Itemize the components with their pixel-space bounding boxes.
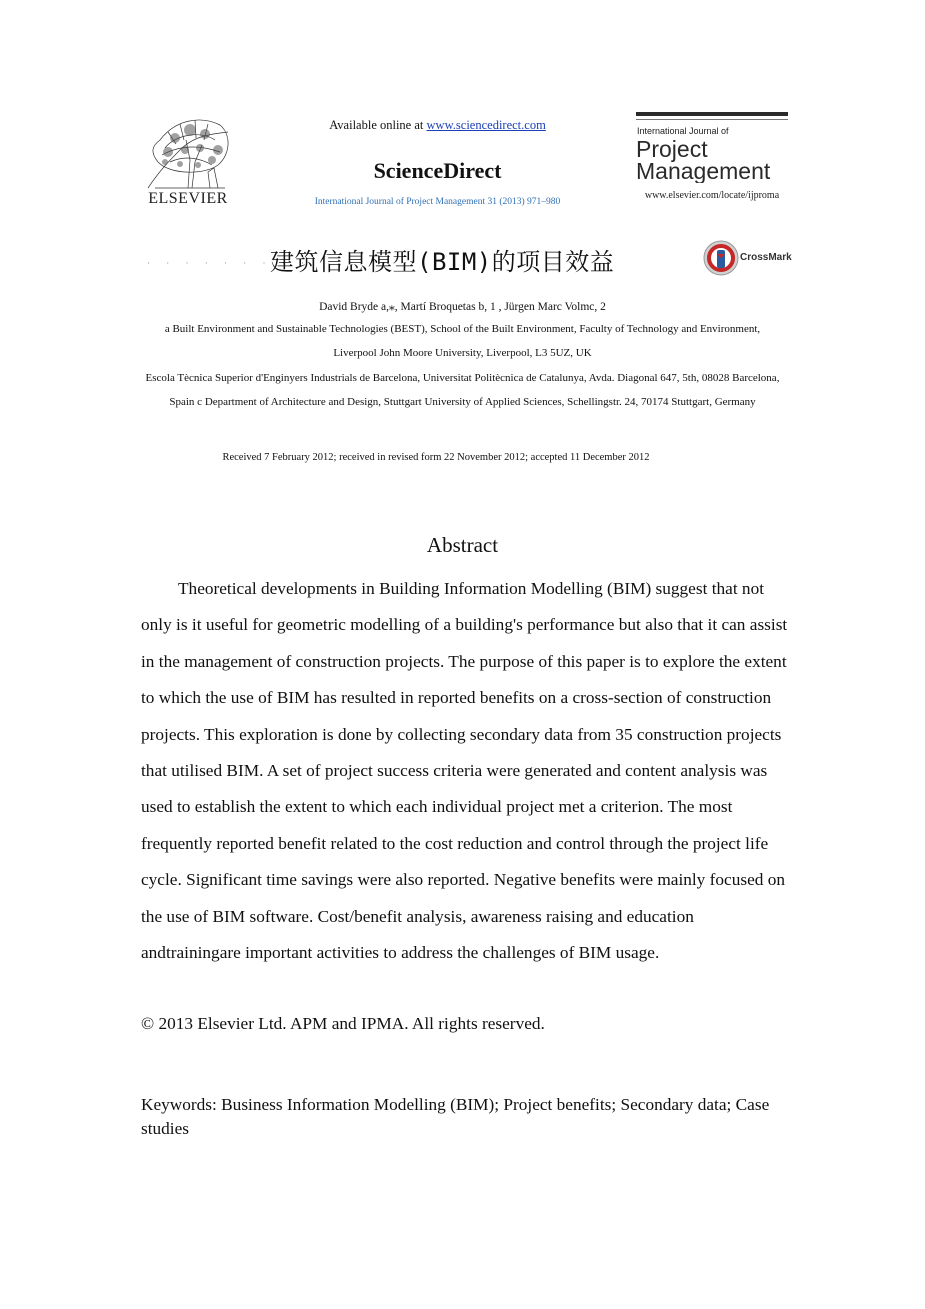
- journal-url: www.elsevier.com/locate/ijproma: [644, 190, 780, 201]
- keywords: Keywords: Business Information Modelling (BIM); Project benefits; Secondary data; Case studies: [141, 1095, 770, 1138]
- available-prefix: Available online at: [329, 118, 427, 132]
- abstract-paragraph: Theoretical developments in Building Information Modelling (BIM) suggest that not only is it useful for geometric modelling of a building's performance but also that it can assist in the management of construction projects. The purpose of this paper is to explore the extent to which the use of BIM has resulted in reported benefits on a cross-section of construction projects. This exploration is done by collecting secondary data from 35 construction projects that utilised BIM. A set of project success criteria were generated and content analysis was used to establish the extent to which each individual project met a criterion. The most frequently reported benefit related to the cost reduction and control through the project life cycle. Significant time savings were also reported. Negative benefits were mainly focused on the use of BIM software. Cost/benefit analysis, awareness raising and education andtrainingare important activities to address the challenges of BIM usage.: [141, 579, 788, 963]
- crossmark-icon[interactable]: [703, 240, 739, 276]
- affiliation-line: Spain c Department of Architecture and Design, Stuttgart University of Applied Sciences, Schellingstr. 24, 70174 Stuttgart, Germany: [169, 396, 756, 408]
- affiliation-line: Liverpool John Moore University, Liverpool, L3 5UZ, UK: [333, 347, 592, 359]
- available-online: [280, 118, 595, 133]
- service-name: ScienceDirect: [373, 158, 502, 183]
- title-leader-dots: · · · · · · · · ·: [147, 258, 311, 268]
- affiliation-line: a Built Environment and Sustainable Technologies (BEST), School of the Built Environment, Faculty of Technology and Environment,: [164, 323, 761, 335]
- journal-logo-line1: Project: [636, 138, 708, 162]
- paper-title: 建筑信息模型(BIM)的项目效益: [270, 248, 615, 276]
- journal-logo: [636, 138, 790, 183]
- copyright: © 2013 Elsevier Ltd. APM and IPMA. All rights reserved.: [141, 1014, 545, 1033]
- abstract-heading: Abstract: [426, 533, 499, 557]
- crossmark-label: CrossMark: [740, 252, 792, 263]
- journal-logo-rule: [636, 119, 788, 120]
- affiliation-line: Escola Tècnica Superior d'Enginyers Industrials de Barcelona, Universitat Politècnica de Catalunya, Avda. Diagonal 647, 5th, 08028 Barcelona,: [145, 372, 780, 384]
- publisher-name: ELSEVIER: [148, 190, 228, 207]
- sciencedirect-link[interactable]: www.sciencedirect.com: [426, 118, 546, 132]
- abstract-body: [141, 571, 791, 971]
- journal-logo-line2: Management: [636, 158, 771, 183]
- journal-logo-bar: [636, 112, 788, 116]
- received-dates: Received 7 February 2012; received in revised form 22 November 2012; accepted 11 December 2012: [222, 452, 650, 463]
- journal-reference: International Journal of Project Management 31 (2013) 971–980: [314, 197, 561, 207]
- authors: David Bryde a,⁎, Martí Broquetas b, 1 , Jürgen Marc Volmc, 2: [319, 301, 606, 313]
- journal-logo-small: International Journal of: [637, 126, 729, 136]
